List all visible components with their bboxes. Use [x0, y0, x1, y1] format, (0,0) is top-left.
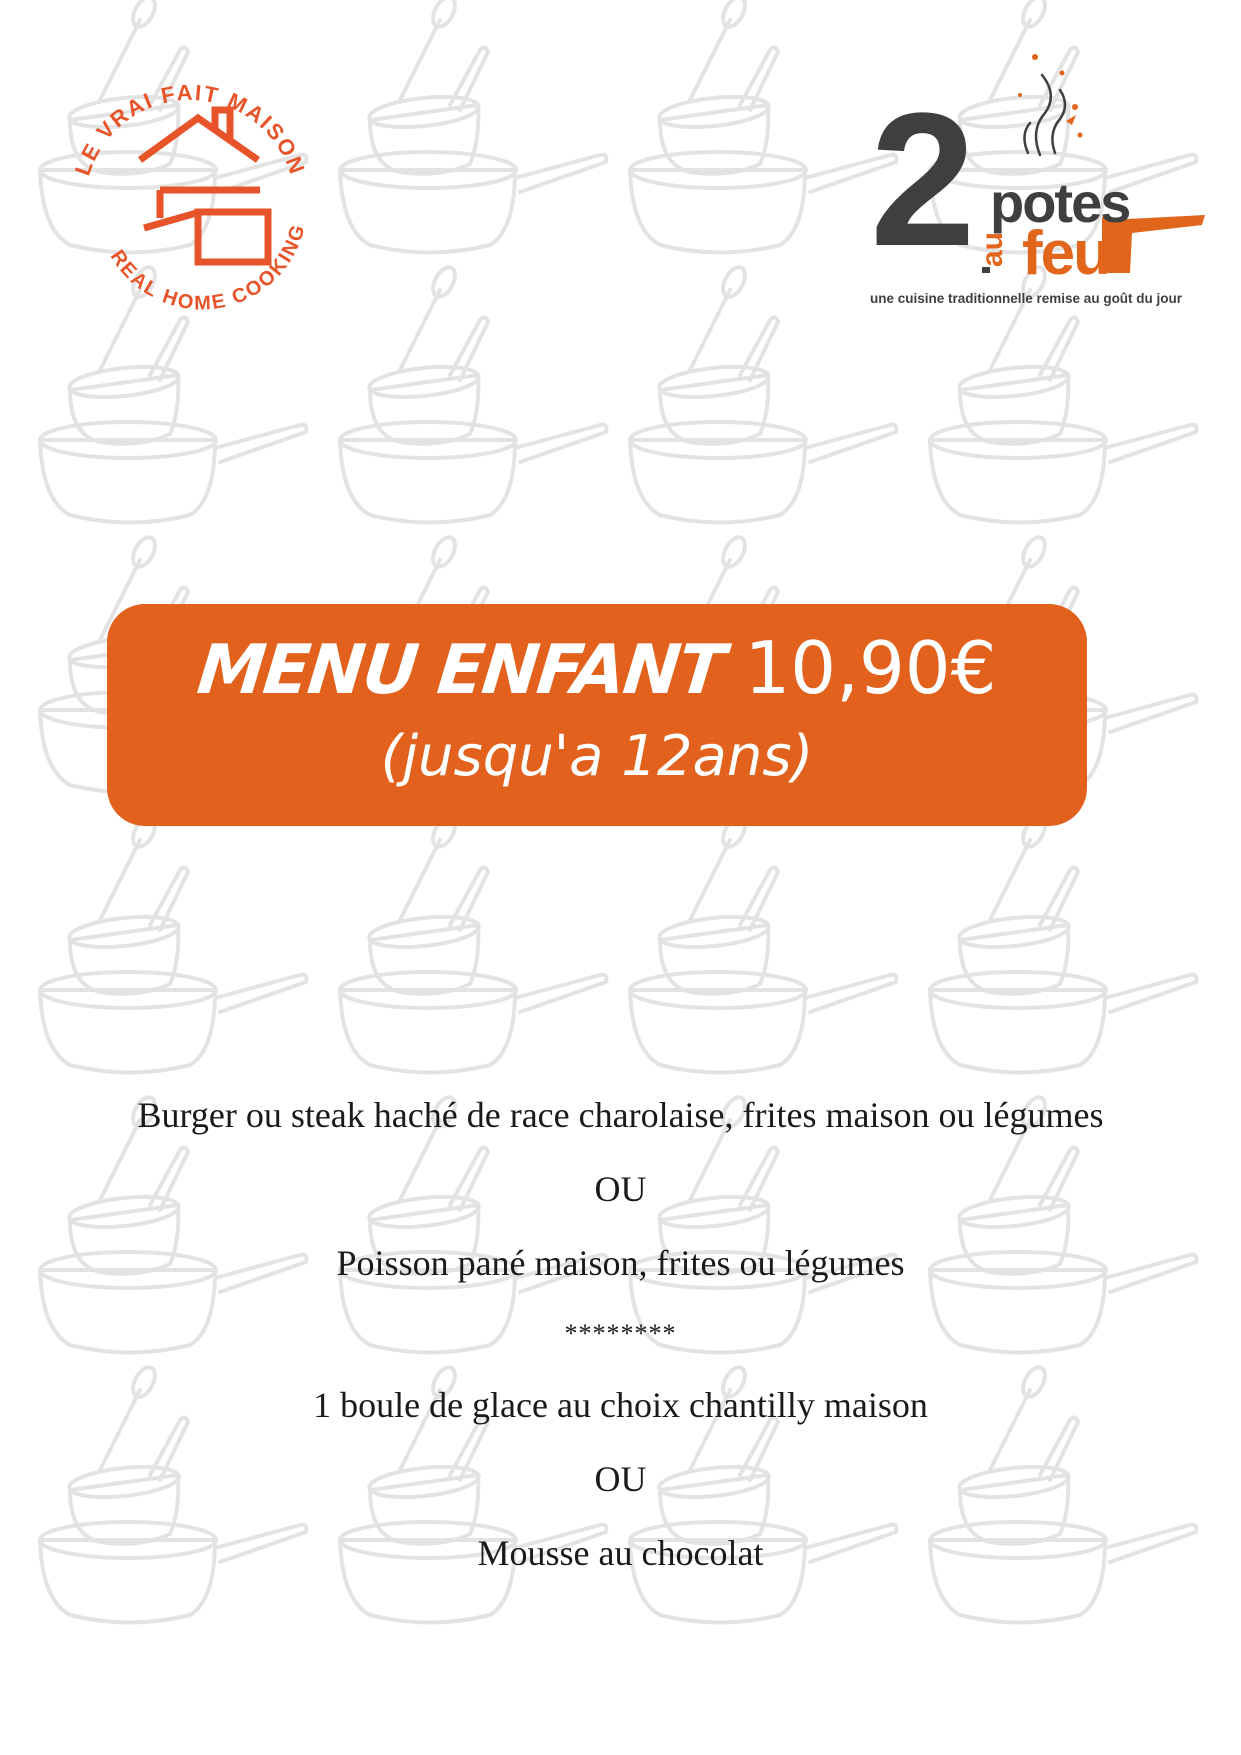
menu-item-main-burger: Burger ou steak haché de race charolaise, frites maison ou légumes [137, 1095, 1104, 1135]
saucepan-icon [930, 814, 1196, 1073]
menu-items [0, 1078, 1241, 1590]
menu-price: 10,90€ [744, 626, 997, 710]
saucepan-icon [340, 814, 606, 1073]
menu-item-dessert-icecream: 1 boule de glace au choix chantilly maison [313, 1385, 928, 1425]
logo-tagline: une cuisine traditionnelle remise au goût du jour [870, 291, 1183, 306]
saucepan-icon [40, 814, 306, 1073]
saucepan-icon [630, 0, 896, 253]
saucepan-icon [340, 264, 606, 523]
saucepan-icon [340, 0, 606, 253]
menu-item-dessert-mousse: Mousse au chocolat [477, 1533, 764, 1573]
2-potes-au-feu-logo [870, 35, 1220, 315]
seal-bottom-text: REAL HOME COOKING [105, 220, 311, 315]
menu-title: MENU ENFANT [193, 631, 727, 710]
svg-text:LE VRAI FAIT MAISON [70, 80, 311, 179]
banner-title-line [107, 626, 1087, 710]
logo-word-potes: potes [990, 171, 1130, 234]
house-seal-icon [40, 40, 330, 330]
saucepan-icon [630, 814, 896, 1073]
menu-separator-ou: OU [594, 1169, 647, 1209]
saucepan-icon [630, 264, 896, 523]
logo-number: 2 [870, 74, 970, 286]
le-vrai-fait-maison-logo [40, 40, 330, 330]
logo-word-au: au [976, 231, 1009, 267]
menu-separator-ou: OU [594, 1459, 647, 1499]
logo-word-feu: feu [1022, 219, 1109, 288]
seal-top-text: LE VRAI FAIT MAISON [69, 79, 311, 179]
menu-item-main-fish: Poisson pané maison, frites ou légumes [336, 1243, 905, 1283]
menu-course-separator: ******** [564, 1319, 677, 1348]
menu-age-limit: (jusqu'a 12ans) [380, 724, 814, 789]
menu-title-banner [107, 604, 1087, 826]
svg-text:REAL HOME COOKING [106, 221, 310, 315]
